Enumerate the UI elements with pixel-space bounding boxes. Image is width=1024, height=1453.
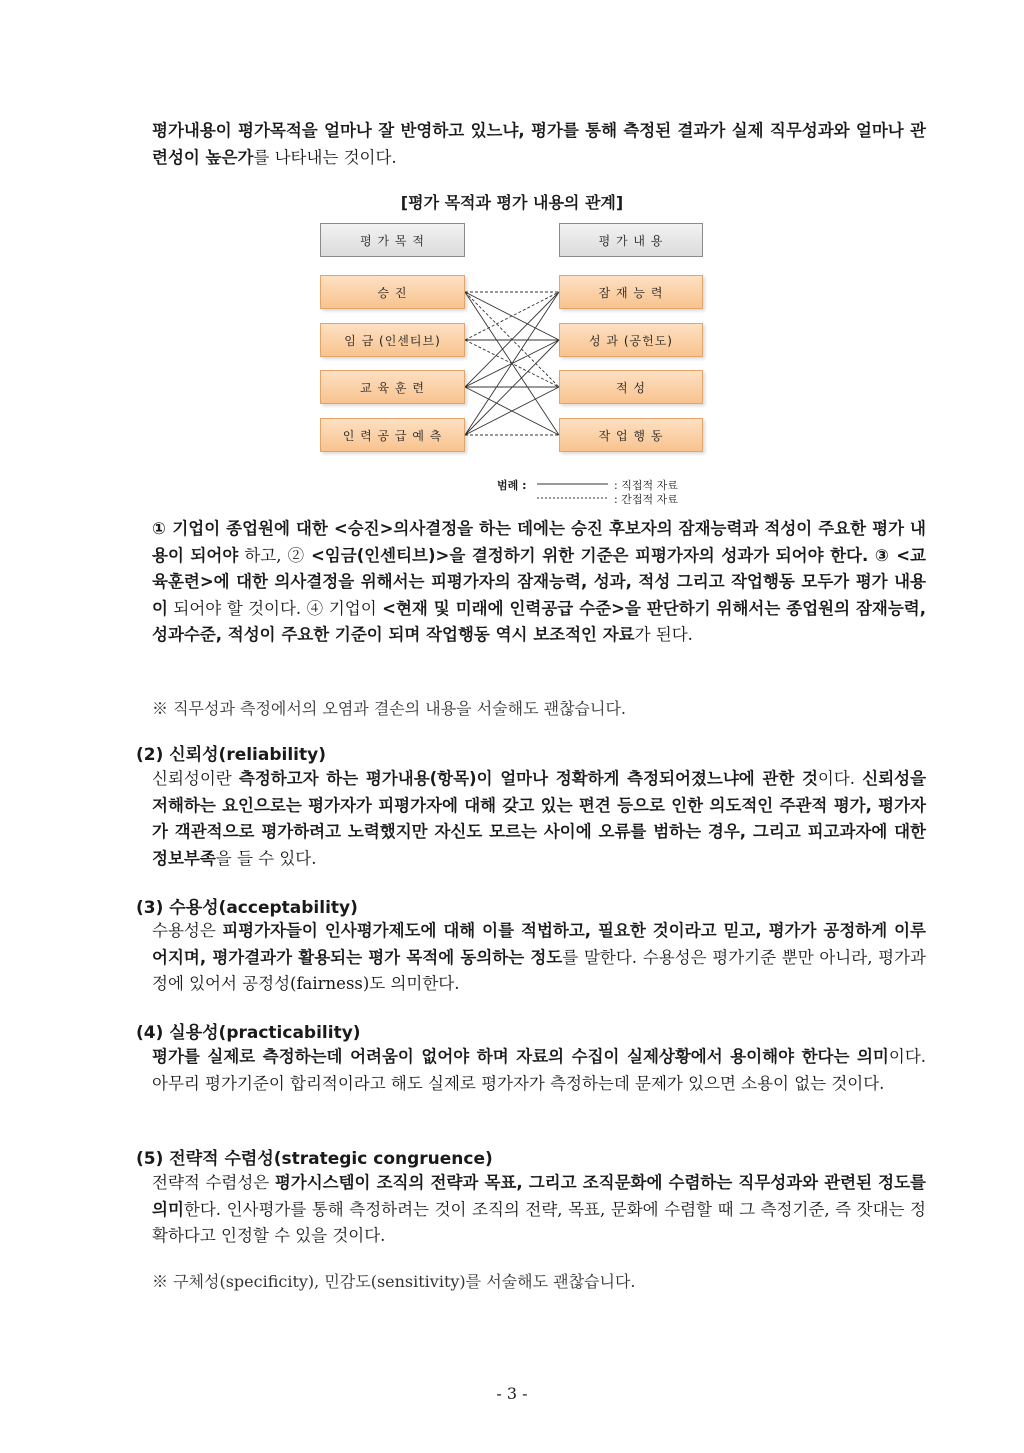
left-header-box: 평 가 목 적 bbox=[320, 223, 465, 257]
purpose-training-box: 교 육 훈 련 bbox=[320, 370, 465, 404]
intro-text: 를 나타내는 것이다. bbox=[253, 147, 397, 167]
sec2-text-2: 이다. bbox=[817, 769, 863, 788]
sec5-text-1: 전략적 수렴성은 bbox=[152, 1173, 275, 1192]
note-2: ※ 구체성(specificity), 민감도(sensitivity)를 서술해도 괜찮습니다. bbox=[152, 1272, 636, 1291]
sec2-text-3: 을 들 수 있다. bbox=[215, 848, 317, 868]
sec4-bold-1: 평가를 실제로 측정하는데 어려움이 없어야 하며 자료의 수집이 실제상황에서 용이해야 한다는 의미 bbox=[152, 1047, 889, 1066]
para1-bold-2: <임금(인센티브)>을 결정하기 위한 기준은 피평가자의 성과가 되어야 한다. ③ <교육훈련>에 대한 의사결정을 위해서는 피평가자의 잠재능력, 성과, 적성 그리고 작업행동 모두가 평가 내용이 bbox=[152, 545, 926, 618]
sec2-bold-2: 신뢰성을 저해하는 요인으로는 평가자가 피평가자에 대해 갖고 있는 편견 등으로 인한 의도적인 주관적 평가, 평가자가 객관적으로 평가하려고 노력했지만 자신도 모르는 사이에 오류를 범하는 경우, 그리고 피고과자에 대한 정보부족 bbox=[152, 769, 927, 868]
section-5-heading: (5) 전략적 수렴성(strategic congruence) bbox=[136, 1149, 493, 1169]
sec5-bold-1: 평가시스템이 조직의 전략과 목표, 그리고 조직문화에 수렴하는 직무성과와 관련된 정도를 의미 bbox=[152, 1173, 926, 1219]
page-number: - 3 - bbox=[496, 1384, 528, 1403]
section-3-heading: (3) 수용성(acceptability) bbox=[136, 898, 358, 918]
line-supply-performance bbox=[465, 340, 559, 435]
section-5-body bbox=[152, 1170, 926, 1250]
purpose-paragraph bbox=[152, 516, 926, 649]
connector-lines bbox=[0, 0, 1024, 520]
para1-bold-3: <현재 및 미래에 인력공급 수준>을 판단하기 위해서는 종업원의 잠재능력, 성과수준, 적성이 주요한 기준이 되며 작업행동 역시 보조적인 자료 bbox=[152, 598, 927, 644]
sec2-text-1: 신뢰성이란 bbox=[152, 769, 239, 788]
sec2-bold-1: 측정하고자 하는 평가내용(항목)이 얼마나 정확하게 측정되어졌느냐에 관한 것 bbox=[238, 769, 818, 788]
legend-indirect: : 간접적 자료 bbox=[614, 493, 678, 506]
section-4-body bbox=[152, 1044, 926, 1097]
sec3-text-2: 를 말한다. 수용성은 평가기준 뿐만 아니라, 평가과정에 있어서 공정성(fairness)도 의미한다. bbox=[152, 947, 926, 993]
purpose-promotion-box: 승 진 bbox=[320, 275, 465, 309]
content-behavior-box: 작 업 행 동 bbox=[559, 418, 703, 452]
right-header-box: 평 가 내 용 bbox=[559, 223, 703, 257]
section-3-body bbox=[152, 918, 926, 998]
purpose-supply-box: 인 력 공 급 예 측 bbox=[320, 418, 465, 452]
content-performance-box: 성 과 (공헌도) bbox=[559, 323, 703, 357]
sec4-text-1: 이다. 아무리 평가기준이 합리적이라고 해도 실제로 평가자가 측정하는데 문제가 있으면 소용이 없는 것이다. bbox=[152, 1047, 926, 1093]
note-1: ※ 직무성과 측정에서의 오염과 결손의 내용을 서술해도 괜찮습니다. bbox=[152, 699, 627, 718]
diagram-title: [평가 목적과 평가 내용의 관계] bbox=[400, 193, 624, 212]
legend-direct: : 직접적 자료 bbox=[614, 479, 678, 492]
content-aptitude-box: 적 성 bbox=[559, 370, 703, 404]
section-2-body bbox=[152, 766, 926, 872]
intro-bold: 평가내용이 평가목적을 얼마나 잘 반영하고 있느냐, 평가를 통해 측정된 결과가 실제 직무성과와 얼마나 관련성이 높은가 bbox=[152, 121, 926, 167]
para1-bold-1: ① 기업이 종업원에 대한 <승진>의사결정을 하는 데에는 승진 후보자의 잠재능력과 적성이 주요한 평가 내용이 되어야 bbox=[152, 519, 926, 565]
sec3-text-1: 수용성은 bbox=[152, 921, 223, 940]
sec3-bold-1: 피평가자들이 인사평가제도에 대해 이를 적법하고, 필요한 것이라고 믿고, 평가가 공정하게 이루어지며, 평가결과가 활용되는 평가 목적에 동의하는 정도 bbox=[152, 921, 926, 967]
section-4-heading: (4) 실용성(practicability) bbox=[136, 1023, 361, 1043]
purpose-wage-box: 임 금 (인센티브) bbox=[320, 323, 465, 357]
para1-text-2: 되어야 할 것이다. ④ 기업이 bbox=[167, 598, 383, 618]
para1-text-3: 가 된다. bbox=[634, 625, 693, 644]
legend-label: 범례 : bbox=[497, 479, 527, 492]
content-potential-box: 잠 재 능 력 bbox=[559, 275, 703, 309]
section-2-heading: (2) 신뢰성(reliability) bbox=[136, 745, 326, 765]
sec5-text-2: 한다. 인사평가를 통해 측정하려는 것이 조직의 전략, 목표, 문화에 수렴할 때 그 측정기준, 즉 잣대는 정확하다고 인정할 수 있을 것이다. bbox=[152, 1199, 926, 1245]
para1-text-1: 하고, ② bbox=[238, 545, 311, 565]
